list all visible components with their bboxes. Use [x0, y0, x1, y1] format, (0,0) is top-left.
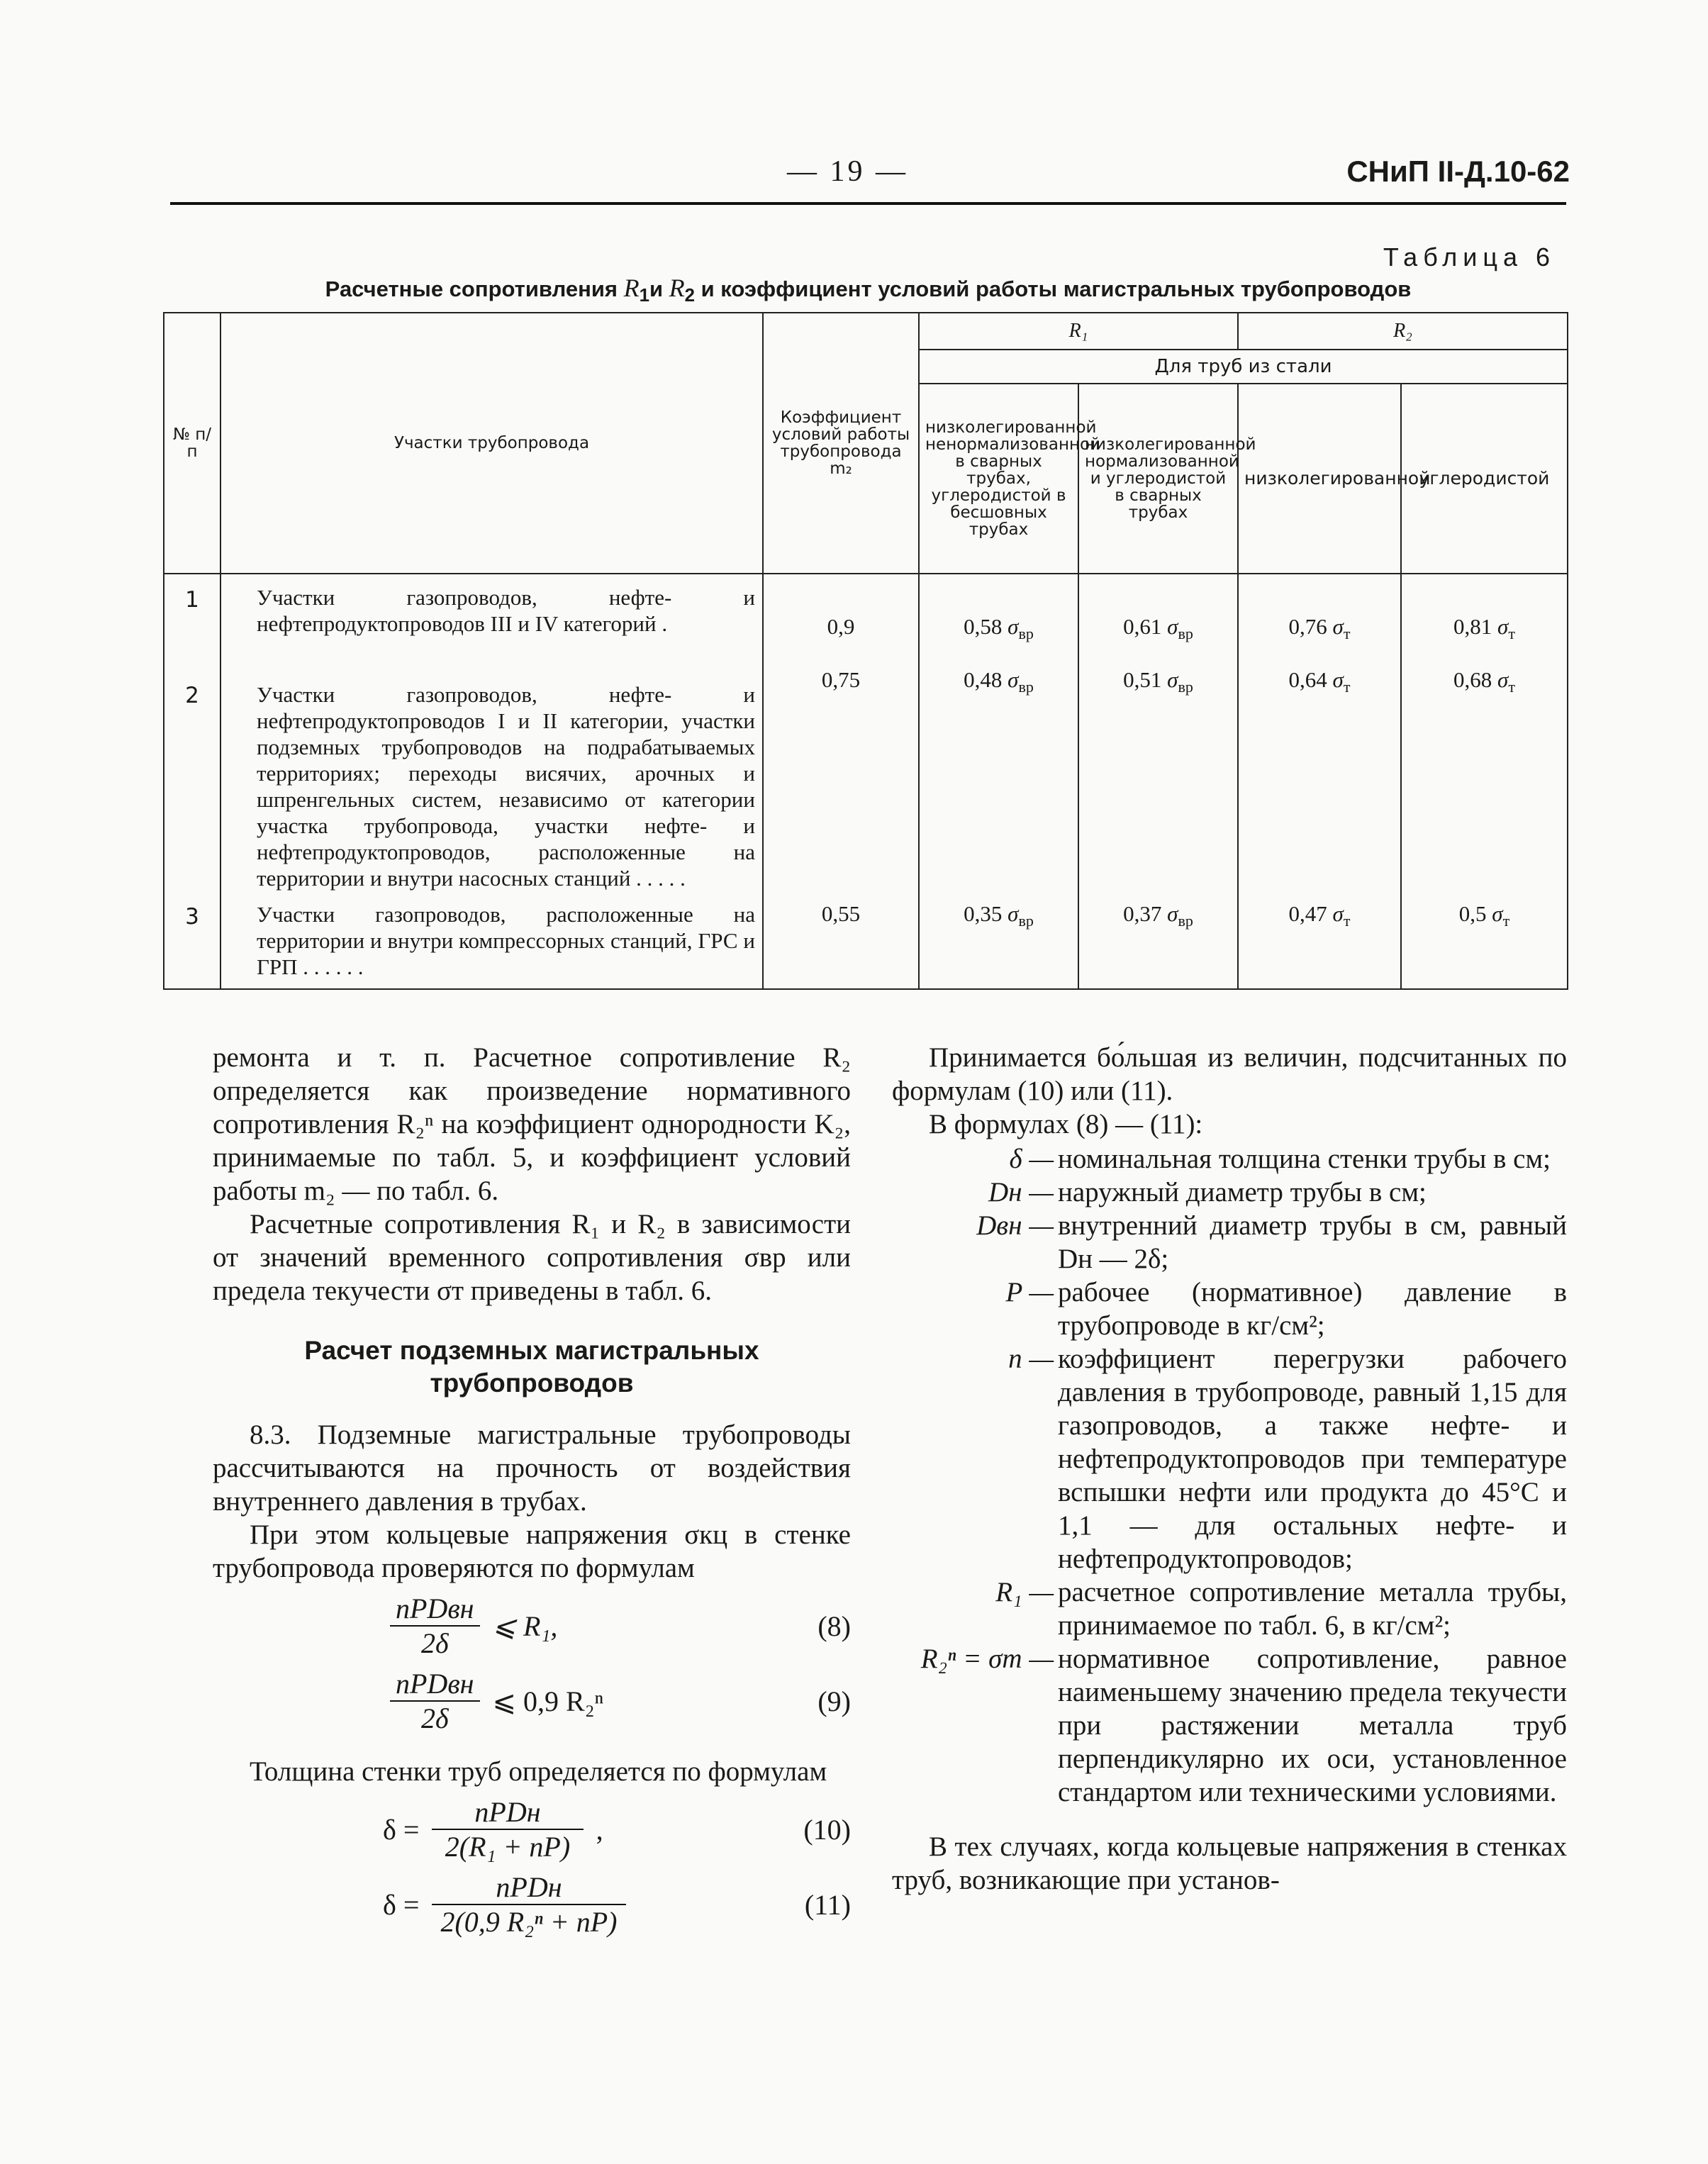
- value-number: 0,48: [964, 667, 1003, 692]
- header-rule: [170, 202, 1566, 205]
- numerator: nPDвн: [390, 1667, 480, 1702]
- denominator: 2(0,9 R₂ⁿ + nP): [440, 1906, 618, 1938]
- formula-11: [213, 1870, 851, 1939]
- value-number: 0,64: [1288, 667, 1327, 692]
- title-r1-sub: 1: [639, 286, 649, 306]
- sigma-subscript: вр: [1178, 678, 1193, 696]
- definition-text: наружный диаметр трубы в см;: [1058, 1177, 1427, 1208]
- definitions-list: [892, 1142, 1567, 1809]
- header-section: Участки трубопровода: [221, 313, 763, 574]
- fraction: [390, 1592, 480, 1660]
- sigma-subscript: вр: [1018, 625, 1034, 643]
- sigma-symbol: [1497, 614, 1515, 643]
- row-value: [1078, 667, 1238, 901]
- sigma-symbol: [1008, 901, 1034, 930]
- sigma-symbol: [1167, 667, 1193, 696]
- definition-symbol: n —: [1008, 1344, 1054, 1374]
- left-paragraph-2: Расчетные сопротивления R₁ и R₂ в зависимости от значений временного сопротивления σвр или предела текучести σт приведены в табл. 6.: [213, 1209, 851, 1306]
- table-title: [170, 273, 1566, 306]
- equation-number: (10): [803, 1813, 851, 1846]
- sigma-symbol: [1008, 614, 1034, 643]
- row-coefficient: 0,9: [763, 574, 919, 667]
- formula-8: [213, 1592, 851, 1660]
- header-r1: R₁: [919, 313, 1238, 350]
- left-paragraph-5: Толщина стенки труб определяется по формулам: [250, 1756, 827, 1787]
- definition-text: нормативное сопротивление, равное наименьшему значению предела текучести при растяжении металла труб перпендикулярно их оси, установленное стандартом или техническими условиями.: [1058, 1644, 1567, 1807]
- sigma-subscript: т: [1502, 912, 1510, 930]
- sigma-symbol: [1492, 901, 1510, 930]
- sigma-letter: σ: [1332, 614, 1344, 639]
- sigma-subscript: вр: [1178, 625, 1193, 643]
- title-and: и: [649, 277, 669, 301]
- row-description: Участки газопроводов, нефте- и нефтепродуктопроводов I и II категории, участки подземных трубопроводов на подрабатываемых территориях; переходы висячих, арочных и шпренгельных систем, независимо от категории участка трубопровода, участки нефте- и нефтепродуктопроводов, расположенные на территории и внутри насосных станций . . . . .: [221, 667, 763, 901]
- definition-item: [892, 1575, 1567, 1642]
- sigma-letter: σ: [1167, 614, 1178, 639]
- denominator: 2δ: [420, 1627, 449, 1659]
- fraction: [432, 1870, 625, 1939]
- sigma-letter: σ: [1008, 667, 1019, 692]
- document-code: СНиП II-Д.10-62: [1346, 155, 1570, 188]
- sigma-subscript: т: [1343, 912, 1351, 930]
- formula-9-rhs: ⩽ 0,9 R₂ⁿ: [492, 1685, 604, 1717]
- sigma-letter: σ: [1167, 667, 1178, 692]
- title-r2: R: [669, 274, 685, 302]
- sigma-subscript: т: [1508, 678, 1515, 696]
- title-r2-sub: 2: [684, 286, 696, 306]
- value-number: 0,47: [1288, 901, 1327, 926]
- row-value: [1078, 574, 1238, 667]
- value-number: 0,35: [964, 901, 1003, 926]
- row-number: 2: [164, 667, 221, 901]
- sigma-subscript: вр: [1018, 912, 1034, 930]
- equation-number: (11): [804, 1888, 851, 1921]
- value-number: 0,5: [1458, 901, 1487, 926]
- numerator: nPDвн: [390, 1592, 480, 1627]
- equation-number: (8): [817, 1610, 851, 1642]
- sigma-subscript: т: [1508, 625, 1515, 643]
- right-paragraph-2: В формулах (8) — (11):: [929, 1109, 1203, 1139]
- formula-11-lhs: δ =: [383, 1888, 420, 1921]
- header-col-4: углеродистой: [1401, 384, 1568, 574]
- value-number: 0,61: [1123, 614, 1162, 639]
- fraction: [390, 1667, 480, 1735]
- value-number: 0,58: [964, 614, 1003, 639]
- denominator: 2δ: [420, 1702, 449, 1734]
- definition-symbol: δ —: [1009, 1144, 1054, 1174]
- header-for-steel: Для труб из стали: [919, 350, 1568, 384]
- sigma-subscript: т: [1343, 625, 1351, 643]
- row-value: [1078, 901, 1238, 989]
- sigma-symbol: [1008, 667, 1034, 696]
- table-row: [164, 574, 1568, 667]
- sigma-symbol: [1167, 901, 1193, 930]
- row-value: [1401, 667, 1568, 901]
- row-coefficient: 0,55: [763, 901, 919, 989]
- formula-10-lhs: δ =: [383, 1813, 420, 1846]
- sigma-subscript: вр: [1018, 678, 1034, 696]
- header-number: № п/п: [164, 313, 221, 574]
- left-paragraph-4: При этом кольцевые напряжения σкц в стенке трубопровода проверяются по формулам: [213, 1519, 851, 1583]
- definition-symbol: Dвн —: [976, 1210, 1054, 1241]
- definition-text: коэффициент перегрузки рабочего давления в трубопроводе, равный 1,15 для газопроводов, а также нефте- и нефтепродуктопроводов при температуре вспышки нефти или продукта до 45°С и 1,1 — для остальных нефте- и нефтепродуктопроводов;: [1058, 1344, 1567, 1574]
- formula-8-rhs: ⩽ R₁,: [492, 1610, 558, 1642]
- row-value: [1238, 574, 1401, 667]
- row-value: [1401, 901, 1568, 989]
- right-paragraph-1: Принимается бо́льшая из величин, подсчитанных по формулам (10) или (11).: [892, 1042, 1567, 1106]
- formula-10-comma: ,: [596, 1813, 603, 1846]
- sigma-symbol: [1497, 667, 1515, 696]
- definition-text: расчетное сопротивление металла трубы, принимаемое по табл. 6, в кг/см²;: [1058, 1577, 1567, 1641]
- sigma-subscript: вр: [1178, 912, 1193, 930]
- sigma-symbol: [1332, 614, 1351, 643]
- formula-8-expression: [390, 1592, 557, 1660]
- definition-item: [892, 1276, 1567, 1342]
- formula-10: [213, 1795, 851, 1863]
- row-value: [919, 667, 1078, 901]
- sigma-letter: σ: [1492, 901, 1503, 926]
- sigma-symbol: [1167, 614, 1193, 643]
- sigma-letter: σ: [1008, 614, 1019, 639]
- right-column: [892, 1041, 1567, 1897]
- table-row: [164, 667, 1568, 901]
- header-r2: R₂: [1238, 313, 1568, 350]
- formula-11-expression: [383, 1870, 626, 1939]
- definition-symbol: Dн —: [988, 1177, 1054, 1208]
- header-col-1: низколегированной ненормализованной в сварных трубах, углеродистой в бесшовных трубах: [919, 384, 1078, 574]
- denominator: 2(R₁ + nP): [445, 1831, 571, 1863]
- sigma-letter: σ: [1497, 614, 1509, 639]
- row-value: [919, 901, 1078, 989]
- row-value: [1238, 667, 1401, 901]
- sigma-letter: σ: [1332, 901, 1344, 926]
- definition-text: рабочее (нормативное) давление в трубопроводе в кг/см²;: [1058, 1277, 1567, 1341]
- title-part-1: Расчетные сопротивления: [325, 277, 624, 301]
- title-part-2: и коэффициент условий работы магистральных трубопроводов: [695, 277, 1412, 301]
- definition-symbol: P —: [1005, 1277, 1054, 1307]
- value-number: 0,68: [1453, 667, 1492, 692]
- row-value: [1238, 901, 1401, 989]
- equation-number: (9): [817, 1685, 851, 1717]
- sigma-letter: σ: [1167, 901, 1178, 926]
- row-number: 3: [164, 901, 221, 989]
- fraction: [432, 1795, 583, 1863]
- header-coefficient: Коэффициент условий работы трубопровода m₂: [763, 313, 919, 574]
- formula-9-expression: [390, 1667, 603, 1735]
- sigma-subscript: т: [1343, 678, 1351, 696]
- value-number: 0,76: [1288, 614, 1327, 639]
- table-row: [164, 901, 1568, 989]
- left-column: [213, 1041, 851, 1946]
- sigma-symbol: [1332, 901, 1351, 930]
- definition-item: [892, 1342, 1567, 1575]
- value-number: 0,37: [1123, 901, 1162, 926]
- row-description: Участки газопроводов, расположенные на территории и внутри компрессорных станций, ГРС и ГРП . . . . . .: [221, 901, 763, 989]
- row-number: 1: [164, 574, 221, 667]
- table-label: Таблица 6: [1383, 242, 1556, 272]
- definition-item: [892, 1642, 1567, 1809]
- definition-text: внутренний диаметр трубы в см, равный Dн — 2δ;: [1058, 1210, 1567, 1274]
- row-description: Участки газопроводов, нефте- и нефтепродуктопроводов III и IV категорий .: [221, 574, 763, 667]
- formula-10-expression: [383, 1795, 603, 1863]
- resistance-table: [163, 312, 1568, 990]
- row-value: [1401, 574, 1568, 667]
- numerator: nPDн: [432, 1795, 583, 1830]
- value-number: 0,81: [1453, 614, 1492, 639]
- sigma-letter: σ: [1497, 667, 1509, 692]
- definition-item: [892, 1209, 1567, 1276]
- definition-item: [892, 1176, 1567, 1209]
- left-paragraph-3: 8.3. Подземные магистральные трубопроводы рассчитываются на прочность от воздействия внутреннего давления в трубах.: [213, 1420, 851, 1517]
- page-number: — 19 —: [787, 155, 908, 188]
- numerator: nPDн: [432, 1870, 625, 1905]
- right-paragraph-3: В тех случаях, когда кольцевые напряжения в стенках труб, возникающие при установ-: [892, 1831, 1567, 1895]
- row-coefficient: 0,75: [763, 667, 919, 901]
- value-number: 0,51: [1123, 667, 1162, 692]
- row-value: [919, 574, 1078, 667]
- header-col-2: низколегированной нормализованной и углеродистой в сварных трубах: [1078, 384, 1238, 574]
- sigma-symbol: [1332, 667, 1351, 696]
- definition-symbol: R₂ⁿ = σт —: [920, 1644, 1054, 1674]
- section-heading: Расчет подземных магистральных трубопроводов: [304, 1336, 759, 1398]
- sigma-letter: σ: [1008, 901, 1019, 926]
- sigma-letter: σ: [1332, 667, 1344, 692]
- header-col-3: низколегированной: [1238, 384, 1401, 574]
- definition-text: номинальная толщина стенки трубы в см;: [1058, 1144, 1551, 1174]
- left-paragraph-1: ремонта и т. п. Расчетное сопротивление R₂ определяется как произведение нормативного сопротивления R₂ⁿ на коэффициент однородности K₂, принимаемые по табл. 5, и коэффициент условий работы m₂ — по табл. 6.: [213, 1042, 851, 1206]
- definition-symbol: R₁ —: [995, 1577, 1054, 1607]
- definition-item: [892, 1142, 1567, 1176]
- title-r1: R: [623, 274, 640, 302]
- formula-9: [213, 1667, 851, 1735]
